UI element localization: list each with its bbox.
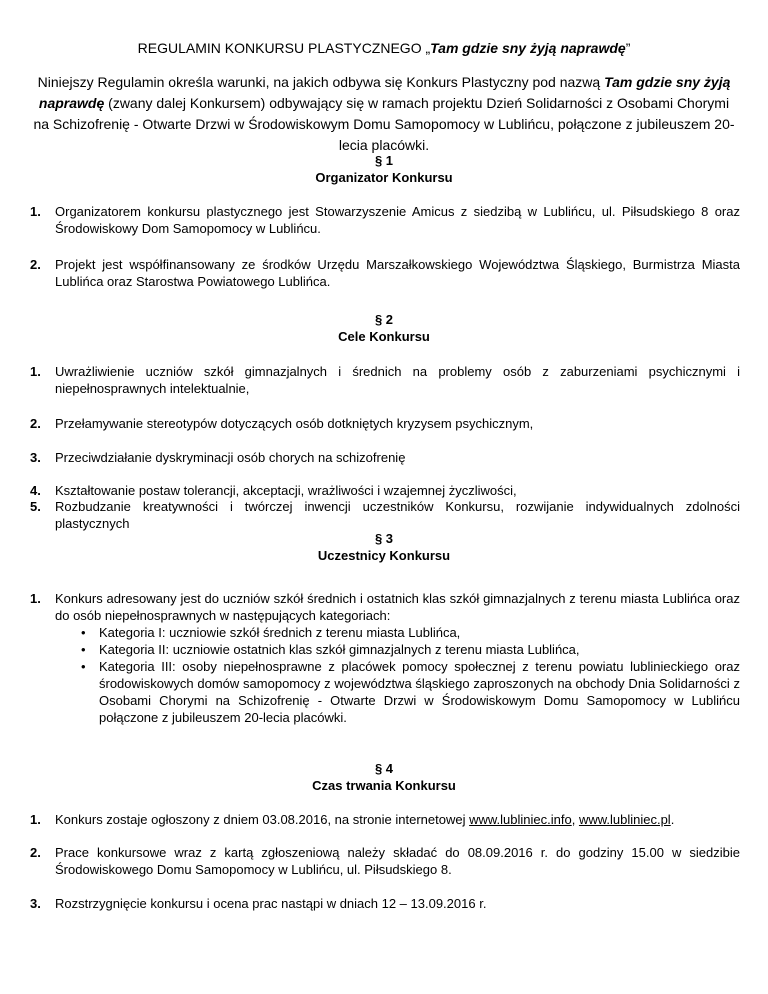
text: ” bbox=[625, 40, 631, 56]
text: 5. bbox=[30, 499, 41, 514]
list-item bbox=[30, 590, 740, 726]
text: Czas trwania Konkursu bbox=[312, 778, 456, 793]
text: 1. bbox=[30, 364, 41, 379]
text: Prace konkursowe wraz z kartą zgłoszeniową należy składać do 08.09.2016 r. do godziny 15.00 w siedzibie Środowiskowego Domu Samopomocy w Lublińcu, ul. Piłsudskiego 8. bbox=[55, 845, 740, 877]
text: REGULAMIN KONKURSU PLASTYCZNEGO „ bbox=[137, 40, 431, 56]
text: Organizatorem konkursu plastycznego jest Stowarzyszenie Amicus z siedzibą w Lublińcu, ul. Piłsudskiego 8 oraz Środowiskowy Dom Samopomocy w Lublińcu. bbox=[55, 204, 740, 236]
text: Konkurs adresowany jest do uczniów szkół średnich i ostatnich klas szkół gimnazjalnych z terenu miasta Lublińca oraz do osób niepełnosprawnych w następujących kategoriach: bbox=[55, 591, 740, 623]
text: 3. bbox=[30, 450, 41, 465]
category-item: • Kategoria III: osoby niepełnosprawne z placówek pomocy społecznej z terenu powiatu lublinieckiego oraz środowiskowych domów samopomocy z województwa śląskiego zaproszonych na obchody Dnia Solidarności z Osobami Chorymi na Schizofrenię - Otwarte Drzwi w Środowiskowym Domu Samopomocy w Lublińcu połączone z jubileuszem 20-lecia placówki. bbox=[99, 658, 740, 726]
text: 1. bbox=[30, 591, 41, 606]
text: , bbox=[571, 812, 579, 827]
list-item bbox=[30, 449, 740, 466]
list-item bbox=[30, 498, 740, 532]
link-lubliniec-info[interactable]: www.lubliniec.info bbox=[469, 812, 572, 827]
text: . bbox=[670, 812, 675, 827]
text: Uwrażliwienie uczniów szkół gimnazjalnych i średnich na problemy osób z zaburzeniami psychicznymi i niepełnosprawnych intelektualnie, bbox=[55, 364, 740, 396]
text: § 3 bbox=[374, 531, 394, 546]
text: (zwany dalej Konkursem) odbywający się w ramach projektu Dzień Solidarności z Osobami Chorymi na Schizofrenię - Otwarte Drzwi w Środowiskowym Domu Samopomocy w Lublińcu, połączone z jubileuszem 20-lecia placówki. bbox=[33, 95, 735, 153]
category-item: • Kategoria II: uczniowie ostatnich klas szkół gimnazjalnych z terenu miasta Lublińca, bbox=[99, 641, 740, 658]
section-4-heading bbox=[0, 760, 768, 794]
text: Kształtowanie postaw tolerancji, akceptacji, wrażliwości i wzajemnej życzliwości, bbox=[55, 483, 517, 498]
text: Cele Konkursu bbox=[338, 329, 430, 344]
text: § 2 bbox=[374, 312, 394, 327]
text: Tam gdzie sny żyją naprawdę bbox=[430, 40, 626, 56]
text: 4. bbox=[30, 483, 41, 498]
list-item bbox=[30, 482, 740, 499]
text: 2. bbox=[30, 416, 41, 431]
category-item: • Kategoria I: uczniowie szkół średnich z terenu miasta Lublińca, bbox=[99, 624, 740, 641]
section-1-heading bbox=[0, 152, 768, 186]
link-lubliniec-pl[interactable]: www.lubliniec.pl bbox=[578, 812, 671, 827]
text: 1. bbox=[30, 204, 41, 219]
section-3-heading bbox=[0, 530, 768, 564]
list-item bbox=[30, 256, 740, 290]
text: Rozbudzanie kreatywności i twórczej inwencji uczestników Konkursu, rozwijanie indywidualnych zdolności plastycznych bbox=[55, 499, 740, 531]
list-item bbox=[30, 415, 740, 432]
text: Projekt jest współfinansowany ze środków Urzędu Marszałkowskiego Województwa Śląskiego, Burmistrza Miasta Lublińca oraz Starostwa Powiatowego Lublińca. bbox=[55, 257, 740, 289]
text: Niniejszy Regulamin określa warunki, na jakich odbywa się Konkurs Plastyczny pod nazwą bbox=[37, 74, 605, 90]
text: Organizator Konkursu bbox=[315, 170, 453, 185]
section-2-heading bbox=[0, 311, 768, 345]
text: Konkurs zostaje ogłoszony z dniem 03.08.2016, na stronie internetowej bbox=[55, 812, 470, 827]
list-item bbox=[30, 203, 740, 237]
text: 1. bbox=[30, 812, 41, 827]
text: 2. bbox=[30, 845, 41, 860]
text: Przeciwdziałanie dyskryminacji osób chorych na schizofrenię bbox=[55, 450, 406, 465]
text: 2. bbox=[30, 257, 41, 272]
category-list bbox=[55, 624, 740, 726]
text: 3. bbox=[30, 896, 41, 911]
list-item bbox=[30, 811, 740, 828]
text: Uczestnicy Konkursu bbox=[317, 548, 451, 563]
list-item bbox=[30, 363, 740, 397]
text: Przełamywanie stereotypów dotyczących osób dotkniętych kryzysem psychicznym, bbox=[55, 416, 534, 431]
document-title bbox=[0, 40, 768, 56]
text: § 1 bbox=[374, 153, 394, 168]
text: Rozstrzygnięcie konkursu i ocena prac nastąpi w dniach 12 – 13.09.2016 r. bbox=[55, 896, 487, 911]
text: § 4 bbox=[374, 761, 394, 776]
list-item bbox=[30, 895, 740, 912]
intro-paragraph bbox=[30, 72, 738, 156]
text: Tam gdzie sny żyją naprawdę bbox=[38, 74, 731, 111]
list-item bbox=[30, 844, 740, 878]
